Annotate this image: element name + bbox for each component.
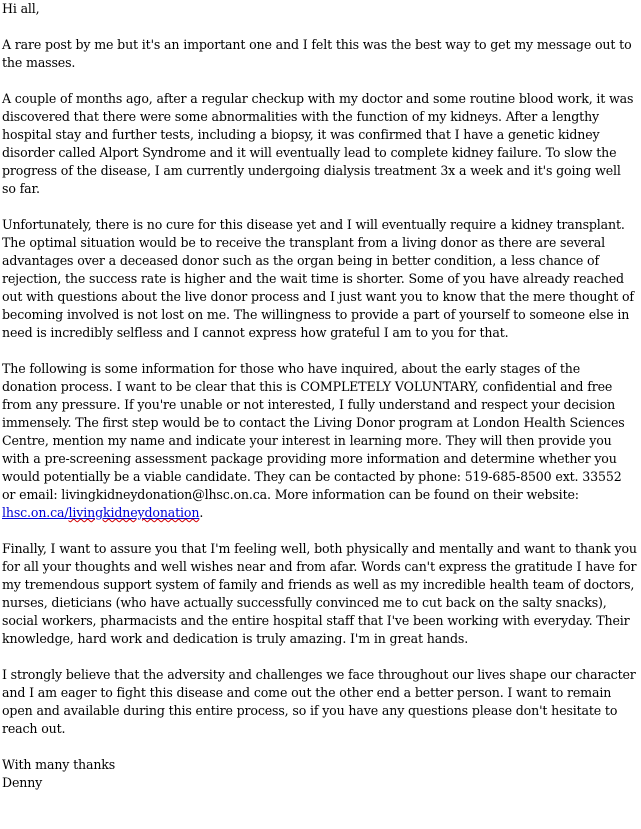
greeting: Hi all,: [2, 1, 40, 16]
signoff: With many thanks: [2, 757, 116, 772]
paragraph-intro: A rare post by me but it's an important one and I felt this was the best way to get my message out to the masses.: [2, 37, 632, 70]
website-link-path: livingkidneydonation: [68, 505, 200, 520]
donation-info-text: The following is some information for those who have inquired, about the early stages of the donation process. I want to be clear that this is COMPLETELY VOLUNTARY, confidential and free from any pressure. If you're unable or not interested, I fully understand and respect your decision immensely. The first step would be to contact the Living Donor program at London Health Sciences Centre, mention my name and indicate your interest in learning more. They will then provide you with a pre-screening assessment package providing more information and determine whether you would potentially be a viable candidate. They can be contacted by phone: 519-685-8500 ext. 33552 or email: livingkidneydonation@lhsc.on.ca. More information can be found on their website:: [2, 361, 625, 502]
website-link-domain: lhsc.on.ca/: [2, 505, 69, 520]
paragraph-closing: I strongly believe that the adversity and challenges we face throughout our lives shape our character and I am eager to fight this disease and come out the other end a better person. I want to remain open and available during this entire process, so if you have any questions please don't hesitate to reach out.: [2, 667, 636, 736]
paragraph-diagnosis: A couple of months ago, after a regular checkup with my doctor and some routine blood work, it was discovered that there were some abnormalities with the function of my kidneys. After a lengthy hospital stay and further tests, including a biopsy, it was confirmed that I have a genetic kidney disorder called Alport Syndrome and it will eventually lead to complete kidney failure. To slow the progress of the disease, I am currently undergoing dialysis treatment 3x a week and it's going well so far.: [2, 91, 634, 196]
signoff-block: [2, 756, 637, 792]
paragraph-donation-info: [2, 360, 637, 522]
paragraph-transplant: Unfortunately, there is no cure for this disease yet and I will eventually require a kidney transplant. The optimal situation would be to receive the transplant from a living donor as there are several advantages over a deceased donor such as the organ being in better condition, a less chance of rejection, the success rate is higher and the wait time is shorter. Some of you have already reached out with questions about the live donor process and I just want you to know that the mere thought of becoming involved is not lost on me. The willingness to provide a part of yourself to someone else in need is incredibly selfless and I cannot express how grateful I am to you for that.: [2, 217, 634, 340]
website-link[interactable]: [2, 505, 199, 520]
donation-info-end: .: [199, 505, 204, 520]
signature: Denny: [2, 775, 43, 790]
paragraph-thanks: Finally, I want to assure you that I'm feeling well, both physically and mentally and want to thank you for all your thoughts and well wishes near and from afar. Words can't express the gratitude I have for my tremendous support system of family and friends as well as my incredible health team of doctors, nurses, dieticians (who have actually successfully convinced me to cut back on the salty snacks), social workers, pharmacists and the entire hospital staff that I've been working with everyday. Their knowledge, hard work and dedication is truly amazing. I'm in great hands.: [2, 541, 637, 646]
